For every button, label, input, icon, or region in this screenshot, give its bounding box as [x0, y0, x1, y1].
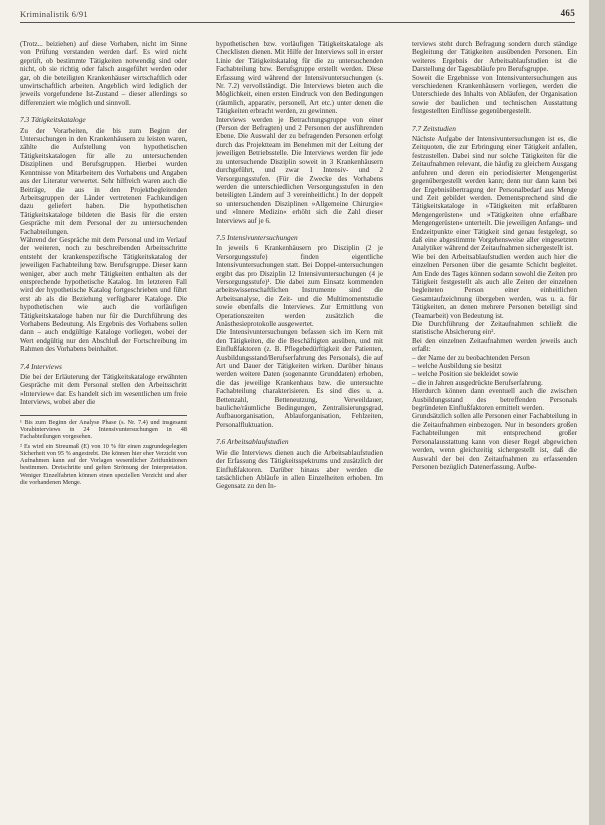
- paragraph: Wie die Interviews dienen auch die Arbeitsablaufstudien der Erfassung des Tätigkeitsspektrums und zusätzlich der Einflußfaktoren. Darüber hinaus aber werden die tatsächlichen Abläufe in allen Einzelheiten erhoben. Im Gegensatz zu den In-: [216, 448, 383, 491]
- list-item: – die in Jahren ausgedrückte Berufserfahrung.: [412, 378, 543, 387]
- paragraph: Bei den einzelnen Zeitaufnahmen werden jeweils auch erfaßt:: [412, 336, 577, 354]
- paragraph: Soweit die Ergebnisse von Intensivuntersuchungen aus verschiedenen Krankenhäusern vorliegen, werden die Unterschiede des Inhalts von Abläufen, der Organisation sowie der baulichen und technischen Ausstattung festgestellten Einflüsse gegenübergestellt.: [412, 73, 577, 116]
- paragraph: Die Durchführung der Zeitaufnahmen schließt die statistische Absicherung ein².: [412, 320, 577, 337]
- paragraph: In jeweils 6 Krankenhäusern pro Disziplin (2 je Versorgungsstufe) finden eigentliche Intensivuntersuchungen statt. Bei Doppel-untersuchungen ergibt das pro Disziplin 12 Intensivuntersuchungen (4 je Versorgungsstufe)¹. Die dabei zum Einsatz kommenden arbeitswissenschaftlichen Instrumente sind die Arbeitsanalyse, die Zeit- und die Multimomentstudie sowie ebenfalls die Interviews. Zur Ermittlung von Operationszeiten werden zusätzlich die Anästhesieprotokolle ausgewertet.: [216, 244, 383, 328]
- running-header: [20, 8, 575, 23]
- paragraph: Nächste Aufgabe der Intensivuntersuchungen ist es, die Zeitquoten, die zur Erbringung einer Tätigkeit anfallen, festzustellen. Dabei sind nur solche Tätigkeiten für die Zeitaufnahmen relevant, die häufig zu gleichem Ausgang anfuhren und deren ein periodisierter Mengengerüst gegenübergestellt werden kann; denn nur dann kann bei der Ergebnisübertragung der Personalbedarf aus Menge und Zeit gebildet werden. Dementsprechend sind die Tätigkeitskataloge in »Tätigkeiten mit erfaßbaren Mengengerüsten« und »Tätigkeiten ohne erfaßbare Mengengerüsten« unterteilt. Die jeweiligen Anfangs- und Endzeitpunkte einer Tätigkeit sind genau festgelegt, so daß eine abgestimmte Vorgehensweise aller eingesetzten Analytiker während der Zeitaufnahmen sichergestellt ist.: [412, 135, 577, 253]
- paragraph: Zu der Vorarbeiten, die bis zum Beginn der Untersuchungen in den Krankenhäusern zu leisten waren, zählte die Aufstellung von hypothetischen Tätigkeitskatalogen für alle zu untersuchenden Disziplinen und Berufsgruppen. Hierbei wurden Kenntnisse von Mitarbeitern des Vorhabens und Angaben aus der Literatur verwertet. Sehr hilfreich waren auch die Beiträge, die aus in den Projektbegleitenden Arbeitsgruppen der Länder vertretenen Fachkundigen dazu geliefert haben. Die hypothetischen Tätigkeitskataloge bildeten die Basis für die ersten Gespräche mit dem Personal der zu untersuchenden Fachabteilungen.: [20, 126, 187, 236]
- list-item: – der Name der zu beobachtenden Person: [412, 353, 530, 362]
- paragraph: Die bei der Erläuterung der Tätigkeitskataloge erwähnten Gespräche mit dem Personal stellen den Arbeitsschritt »Interview« dar. Es handelt sich im wesentlichen um freie Interviews, wobei aber die: [20, 373, 187, 407]
- text-column-1: [20, 40, 187, 818]
- section-heading: 7.6 Arbeitsablaufstudien: [216, 437, 289, 447]
- list-item: – welche Ausbildung sie besitzt: [412, 362, 502, 371]
- paragraph: Interviews werden je Betrachtungsgruppe von einer (Person der Befragten) und 2 Personen der ausführenden Ebene. Die Auswahl der zu befragenden Personen erfolgt durch das Projektteam im Benehmen mit der Leitung der jeweiligen Betriebsstelle. Die Interviews werden für jede zu untersuchende Disziplin soweit in 3 Krankenhäusern durchgeführt, und zwar 1 Intensiv- und 2 Versorgungsstufen. (Für die Zwecke des Vorhabens werden die unterschiedlichen Versorgungsstufen in den beteiligten Ländern auf 3 vereinheitlicht.) In der doppelt so untersuchenden Disziplinen »Allgemeine Chirurgie« und »Innere Medizin« erhöht sich die Zahl dieser Interviews auf je 6.: [216, 115, 383, 225]
- section-heading: 7.5 Intensivuntersuchungen: [216, 232, 298, 242]
- paragraph: Hierdurch können dann eventuell auch die zwischen Ausbildungsstand des betreffenden Personals begründeten Einflußfaktoren ermittelt werden.: [412, 387, 577, 413]
- text-column-2: [216, 40, 383, 818]
- paragraph: Grundsätzlich sollen alle Personen einer Fachabteilung in die Zeitaufnahmen einbezogen. Nur in besonders großen Fachabteilungen mit entsprechend großer Personalausstattung kann von dieser Regel abgewichen werden, wenn gleichzeitig sichergestellt ist, daß die Auswahl der bei den Zeitaufnahmen zu erfassenden Personen bezüglich Datenerfassung. Aufbe-: [412, 412, 577, 471]
- journal-title: Kriminalistik 6/91: [20, 9, 88, 19]
- paragraph: terviews steht durch Befragung sondern durch ständige Begleitung der Tätigkeiten ausübenden Personen. Ein weiteres Ergebnis der Arbeitsablaufstudien ist die Darstellung der Tagesabläufe pro Berufsgruppe.: [412, 40, 577, 74]
- paragraph: Wie bei den Arbeitsablaufstudien werden auch hier die einzelnen Personen über die gesamte Schicht begleitet. Am Ende des Tages können sodann sowohl die Zeiten pro Tätigkeit festgestellt als auch alle Zeiten der einzelnen begleiteten Person einer einheitlichen Gesamtaufzeichnung übergeben werden, was u. a. für Tätigkeiten, an denen mehrere Personen beteiligt sind (Teamarbeit) von Bedeutung ist.: [412, 252, 577, 320]
- section-heading: 7.3 Tätigkeitskataloge: [20, 115, 86, 125]
- section-heading: 7.7 Zeitstudien: [412, 123, 456, 133]
- paragraph: Die Intensivuntersuchungen befassen sich im Kern mit den Tätigkeiten, die die Beschäftigten ausüben, und mit Einflußfaktoren (z. B. Pflegebedürftigkeit der Patienten, Ausbildungsstand/Berufserfahrung des Personals), die auf Art und Dauer der Tätigkeiten wirken. Darüber hinaus werden weitere Daten (sogenannte Grunddaten) erhoben, die das jeweilige Krankenhaus bzw. die untersuchte Fachabteilung charakterisieren. Es sind dies u. a. Bettenzahl, Betteneutzung, Verweildauer, bauliche/räumliche Bedingungen, Zentralisierungsgrad, Aufbauorganisation, Ablauforganisation, Fehlzeiten, Personalfluktuation.: [216, 328, 383, 429]
- footnotes: [20, 415, 187, 487]
- footnote: ² Es wird ein Streumaß (E) von 10 % für einen zugrundegelegten Sicherheit von 95 % angestrebt. Die können hier eher Verzicht von Aufnahmen kann auf der Vorlagen wesentlicher Zeitfunktionen bestimmen. Dreischritte und gelten Strömung der Interpretation. Weniger Einzelfahrten können einen speziellen Verzicht und aber die vorhandenen Menge.: [20, 442, 187, 487]
- page-edge: [589, 0, 605, 825]
- list-item: – welche Position sie bekleidet sowie: [412, 370, 519, 379]
- footnote: ¹ Bis zum Beginn der Analyse Phase (s. Nr. 7.4) und insgesamt Vorabinterviews in 24 Intensivuntersuchungen in 48 Fachabteilungen vorgesehen.: [20, 418, 187, 441]
- paragraph: Während der Gespräche mit dem Personal und im Verlauf der weiteren, noch zu beschreibenden Arbeitsschritte entsteht der krankenspezifische Tätigkeitskatalog der jeweiligen Fachabteilung bzw. Berufsgruppe. Dieser kann weniger, aber auch mehr Tätigkeiten enthalten als der entsprechende hypothetische Katalog. Im letzteren Fall wird der hypothetische Katalog fortgeschrieben und führt erst ab als die Beziehung verfügbarer Kataloge. Die hypothetischen wie auch die vorläufigen Tätigkeitskataloge haben nur für die Durchführung des Vorhabens Bedeutung. Als Ergebnis des Vorhabens sollen dann – auch endgültige Kataloge vorliegen, wobei der Wert endgültig nur den Abschluß der Fortschreibung im Rahmen des Vorhabens beinhaltet.: [20, 235, 187, 354]
- paragraph: (Trotz... beiziehen) auf diese Vorhaben, nicht im Sinne von Prüfung verstanden werden darf. Es wird nicht geprüft, ob bestimmte Tätigkeiten notwendig sind oder nicht, ob sie richtig oder falsch ausgeführt werden oder gar, ob die beteiligten Krankenhäuser wirtschaftlich oder unwirtschaftlich arbeiten. Angeblich wird lediglich der jeweils vorgefundene Ist-Zustand – dieser allerdings so differenziert wie möglich und sinnvoll.: [20, 40, 187, 107]
- section-heading: 7.4 Interviews: [20, 361, 62, 371]
- page-number: 465: [560, 8, 575, 18]
- text-column-3: [412, 40, 577, 818]
- paragraph: hypothetischen bzw. vorläufigen Tätigkeitskataloge als Checklisten dienen. Mit Hilfe der Interviews soll in erster Linie der Tätigkeitskatalog für die zu untersuchenden Fachabteilung bzw. Berufsgruppe erstellt werden. Diese Erfassung wird während der Intensivuntersuchungen (s. Nr. 7.2) vervollständigt. Die Interviews bieten auch die Möglichkeit, einen ersten Eindruck von den Bedingungen (räumlich, apparativ, personell, Art etc.) unter denen die Tätigkeiten erbracht werden, zu gewinnen.: [216, 40, 383, 116]
